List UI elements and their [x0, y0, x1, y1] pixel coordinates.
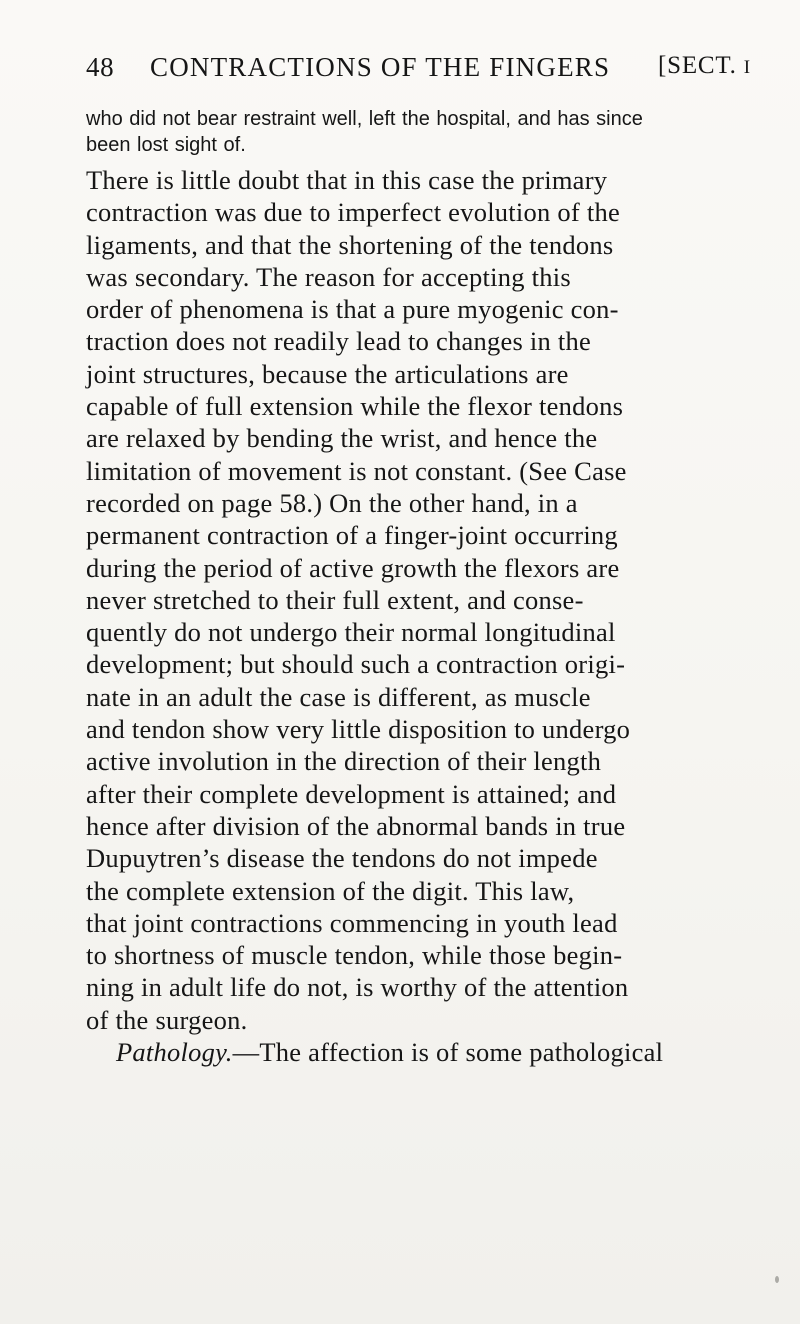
- paragraph-line: that joint contractions commencing in youth lead: [86, 907, 618, 938]
- paragraph-line: development; but should such a contraction origi-: [86, 649, 626, 680]
- paragraph-line: quently do not undergo their normal longitudinal: [86, 617, 616, 648]
- paragraph-line: after their complete development is attained; and: [86, 778, 617, 809]
- paragraph-line: hence after division of the abnormal bands in true: [86, 810, 626, 841]
- paragraph-line: active involution in the direction of their length: [86, 746, 602, 777]
- running-header: [86, 52, 786, 92]
- continued-case-text: [86, 106, 776, 158]
- running-title: CONTRACTIONS OF THE FINGERS: [150, 52, 611, 82]
- pathology-heading: Pathology.: [116, 1037, 233, 1068]
- paper-speck: [775, 1276, 779, 1283]
- main-text: [86, 164, 776, 1068]
- paragraph-line: are relaxed by bending the wrist, and hence the: [86, 423, 598, 454]
- paragraph-line: and tendon show very little disposition to undergo: [86, 714, 631, 745]
- paragraph-line: ligaments, and that the shortening of the tendons: [86, 229, 614, 260]
- pathology-text: —The affection is of some pathological: [232, 1037, 664, 1068]
- section-number: I: [743, 57, 752, 78]
- paragraph-line: to shortness of muscle tendon, while those begin-: [86, 940, 623, 971]
- continued-case-line: who did not bear restraint well, left the hospital, and has since: [86, 108, 643, 130]
- paragraph-line: permanent contraction of a finger-joint occurring: [86, 520, 618, 551]
- page-number: 48: [86, 52, 115, 82]
- paragraph-line: contraction was due to imperfect evolution of the: [86, 197, 620, 228]
- paragraph-line: ning in adult life do not, is worthy of the attention: [86, 972, 629, 1003]
- paragraph-line: capable of full extension while the flexor tendons: [86, 391, 624, 422]
- paragraph-line: was secondary. The reason for accepting this: [86, 261, 571, 292]
- paragraph-line: the complete extension of the digit. This law,: [86, 875, 575, 906]
- paragraph-line: recorded on page 58.) On the other hand, in a: [86, 487, 578, 518]
- paragraph-line: limitation of movement is not constant. (See Case: [86, 455, 627, 486]
- paragraph-line: during the period of active growth the flexors are: [86, 552, 620, 583]
- paragraph-line: traction does not readily lead to changes in the: [86, 326, 592, 357]
- paragraph-line: nate in an adult the case is different, as muscle: [86, 681, 591, 712]
- section-prefix: [SECT.: [658, 52, 737, 79]
- section-marker: [658, 52, 751, 80]
- paragraph-line: of the surgeon.: [86, 1004, 248, 1035]
- paragraph-line: order of phenomena is that a pure myogenic con-: [86, 294, 619, 325]
- paragraph-line: joint structures, because the articulations are: [86, 358, 569, 389]
- pathology-line: [86, 1036, 776, 1068]
- paragraph-line: never stretched to their full extent, and conse-: [86, 584, 584, 615]
- continued-case-line: been lost sight of.: [86, 134, 246, 156]
- paragraph-line: There is little doubt that in this case the primary: [86, 165, 608, 195]
- paragraph-line: Dupuytren’s disease the tendons do not impede: [86, 843, 598, 874]
